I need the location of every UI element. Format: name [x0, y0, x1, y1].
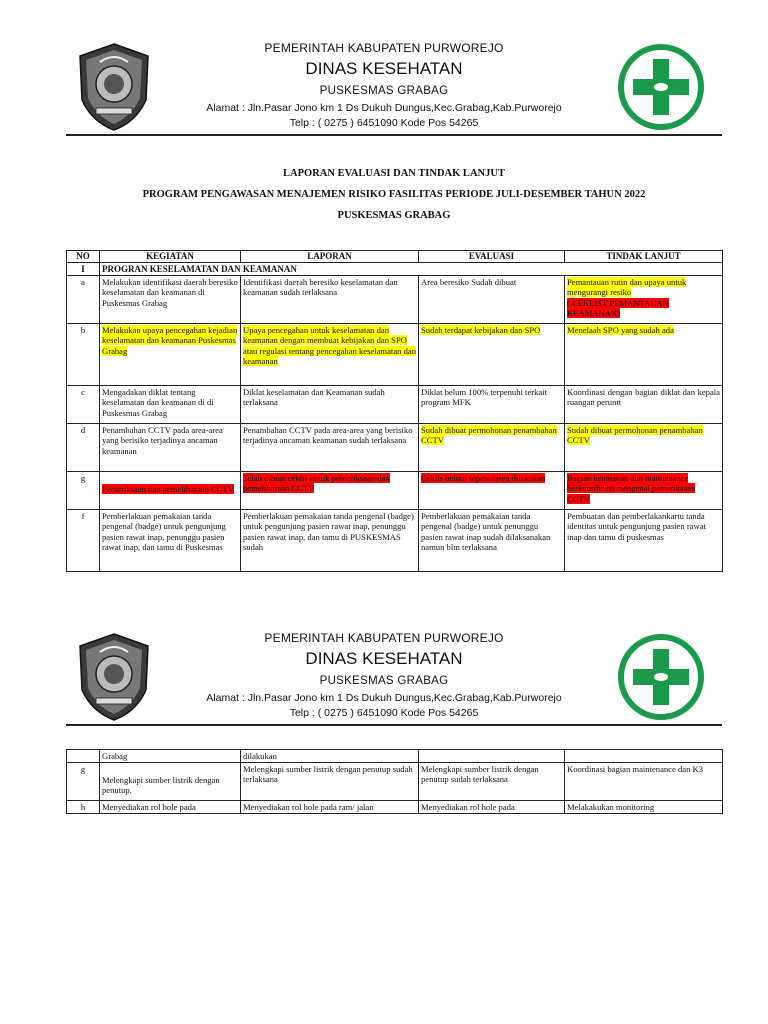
- header-kegiatan: KEGIATAN: [100, 251, 241, 263]
- table-row: [67, 763, 723, 801]
- regency-emblem-icon: [76, 42, 152, 132]
- row-no: [67, 750, 100, 763]
- row-kegiatan: Melakukan identifikasi daerah beresiko keselamatan dan keamanan di Puskesmas Grabag: [100, 276, 241, 324]
- row-tindak-lanjut: Koordinasi dengan bagian diklat dan kepala ruangan peruntt: [565, 386, 723, 424]
- letterhead: [66, 624, 722, 728]
- section-no: I: [67, 262, 100, 276]
- laporan-text: Telah dibuat ceklis untuk pemeriksaan dan pemeliharaan CCTV: [243, 473, 390, 494]
- address: Alamat : Jln.Pasar Jono km 1 Ds Dukuh Dungus,Kec.Grabag,Kab.Purworejo: [206, 692, 562, 704]
- row-laporan: Melengkapi sumber listrik dengan penutup sudah terlaksana: [241, 763, 419, 801]
- row-evaluasi: Menyediakan rol hole pada: [419, 801, 565, 814]
- row-tindak-lanjut: [565, 472, 723, 510]
- evaluasi-text: Sudah terdapat kebijakan dan SPO: [421, 325, 541, 336]
- row-laporan: dilakukan: [241, 750, 419, 763]
- report-table-continued: [66, 749, 723, 814]
- tindak-lanjut-text: Sudah dibuat permohonan penambahan CCTV: [567, 425, 703, 446]
- address: Alamat : Jln.Pasar Jono km 1 Ds Dukuh Dungus,Kec.Grabag,Kab.Purworejo: [206, 102, 562, 114]
- title-line-2: PROGRAM PENGAWASAN MENAJEMEN RISIKO FASILITAS PERIODE JULI-DESEMBER TAHUN 2022: [142, 189, 646, 200]
- phone: Telp : ( 0275 ) 6451090 Kode Pos 54265: [289, 117, 479, 129]
- header-laporan: LAPORAN: [241, 251, 419, 263]
- evaluasi-text: Sudah dibuat permohonan penambahan CCTV: [421, 425, 557, 446]
- row-no: c: [67, 386, 100, 424]
- row-laporan: Pemberlakuan pemakaian tanda pengenal (badge) untuk pengunjung pasien rawat inap, penunggu pasien rawat inap, dan tamu di PUSKESMAS sudah: [241, 510, 419, 572]
- letterhead: [66, 34, 722, 138]
- row-kegiatan: [100, 763, 241, 801]
- table-row: [67, 324, 723, 386]
- row-evaluasi: [419, 424, 565, 472]
- row-no: d: [67, 424, 100, 472]
- title-line-3: PUSKESMAS GRABAG: [337, 210, 451, 221]
- kegiatan-text: Pemeriksaan dan pemeliharaan CCTV: [102, 484, 234, 495]
- row-laporan: [241, 324, 419, 386]
- row-laporan: Penambahan CCTV pada area-area yang berisiko terjadinya ancaman keamanan sudah terlaksana: [241, 424, 419, 472]
- row-kegiatan: [100, 472, 241, 510]
- row-evaluasi: Pemberlakuan pemakaian tanda pengenal (badge) untuk penunggu pasien rawat inap sudah dilaksanakan namun blm terlaksana: [419, 510, 565, 572]
- report-title: [66, 168, 722, 231]
- row-tindak-lanjut: [565, 276, 723, 324]
- table-row: [67, 510, 723, 572]
- row-kegiatan: Grabag: [100, 750, 241, 763]
- row-no: f: [67, 510, 100, 572]
- puskesmas-cross-logo-icon: [604, 37, 718, 137]
- section-row: [67, 262, 723, 276]
- laporan-text: Upaya pencegahan untuk keselamatan dan keamanan dengan membuat kebijakan dan SPO atau regulasi tentang pencegahan keselamatan dan keamanan: [243, 325, 416, 366]
- row-kegiatan: Penambahan CCTV pada area-area yang berisiko terjadinya ancaman keamanan: [100, 424, 241, 472]
- header-no: NO: [67, 251, 100, 263]
- row-laporan: [241, 472, 419, 510]
- row-no: a: [67, 276, 100, 324]
- table-row: [67, 472, 723, 510]
- header-tindak-lanjut: TINDAK LANJUT: [565, 251, 723, 263]
- row-tindak-lanjut: [565, 750, 723, 763]
- government-name: PEMERINTAH KABUPATEN PURWOREJO: [264, 631, 504, 645]
- section-label: PROGRAN KESELAMATAN DAN KEAMANAN: [100, 262, 723, 276]
- kegiatan-text: Melakukan upaya pencegahan kejadian keselamatan dan keamanan Puskesmas Grabag: [102, 325, 238, 356]
- table-row: [67, 750, 723, 763]
- row-tindak-lanjut: [565, 324, 723, 386]
- title-line-1: LAPORAN EVALUASI DAN TINDAK LANJUT: [283, 168, 505, 179]
- row-no: g: [67, 763, 100, 801]
- row-kegiatan: Menyediakan rol hole pada: [100, 801, 241, 814]
- row-evaluasi: Area beresiko Sudah dibuat: [419, 276, 565, 324]
- row-kegiatan: [100, 324, 241, 386]
- table-row: [67, 424, 723, 472]
- row-laporan: Identifikasi daerah beresiko keselamatan dan keamanan sudah terlaksana: [241, 276, 419, 324]
- tindak-lanjut-text: Menelaah SPO yang sudah ada: [567, 325, 674, 336]
- department-name: DINAS KESEHATAN: [305, 59, 463, 78]
- header-rule: [66, 724, 722, 726]
- table-header-row: [67, 251, 723, 263]
- row-evaluasi: [419, 472, 565, 510]
- row-tindak-lanjut: [565, 424, 723, 472]
- row-evaluasi: Melengkapi sumber listrik dengan penutup sudah terlaksana: [419, 763, 565, 801]
- table-row: [67, 276, 723, 324]
- department-name: DINAS KESEHATAN: [305, 649, 463, 668]
- row-tindak-lanjut: Melakakukan monitoring: [565, 801, 723, 814]
- row-no: g: [67, 472, 100, 510]
- table-row: [67, 801, 723, 814]
- tindak-lanjut-text: Pemantauan rutin dan upaya untuk mengurangi resiko: [567, 277, 687, 298]
- row-evaluasi: [419, 324, 565, 386]
- row-no: b: [67, 324, 100, 386]
- government-name: PEMERINTAH KABUPATEN PURWOREJO: [264, 41, 504, 55]
- table-row: [67, 386, 723, 424]
- phone: Telp : ( 0275 ) 6451090 Kode Pos 54265: [289, 707, 479, 719]
- puskesmas-name: PUSKESMAS GRABAG: [319, 85, 449, 97]
- tindak-lanjut-text: Bagian keamanan dan maintenance berkoordinasi mengenai pemeriksaan CCTV: [567, 473, 696, 504]
- row-tindak-lanjut: Pembuatan dan pemberlakankartu tanda identitas untuk pengunjung pasien rawat inap dan tamu di puskesmas: [565, 510, 723, 572]
- puskesmas-name: PUSKESMAS GRABAG: [319, 675, 449, 687]
- puskesmas-cross-logo-icon: [604, 627, 718, 727]
- regency-emblem-icon: [76, 632, 152, 722]
- evaluasi-text: Ceklis belum sepenuhnya dilakukan: [421, 473, 546, 484]
- header-evaluasi: EVALUASI: [419, 251, 565, 263]
- row-evaluasi: [419, 750, 565, 763]
- row-laporan: Menyediakan rol hole pada ram/ jalan: [241, 801, 419, 814]
- row-tindak-lanjut: Koordinasi bagian maintenance dan K3: [565, 763, 723, 801]
- row-kegiatan: Pemberlakuan pemakaian tanda pengenal (badge) untuk pengunjung pasien rawat inap, penunggu pasien rawat inap, dan tamu di Puskesmas: [100, 510, 241, 572]
- report-table: [66, 250, 723, 572]
- row-kegiatan: Mengadakan diklat tentang keselamatan dan keamanan di di Puskesmas Grabag: [100, 386, 241, 424]
- header-rule: [66, 134, 722, 136]
- kegiatan-text: Melengkapi sumber listrik dengan penutup.: [102, 775, 220, 796]
- row-no: h: [67, 801, 100, 814]
- tindak-lanjut-extra: ( CEKLIST PEMANTAUAN KEAMANAN): [567, 297, 669, 318]
- row-evaluasi: Diklat belum 100% terpenuhi terkait program MFK: [419, 386, 565, 424]
- row-laporan: Diklat keselamatan dan Keamanan sudah terlaksana: [241, 386, 419, 424]
